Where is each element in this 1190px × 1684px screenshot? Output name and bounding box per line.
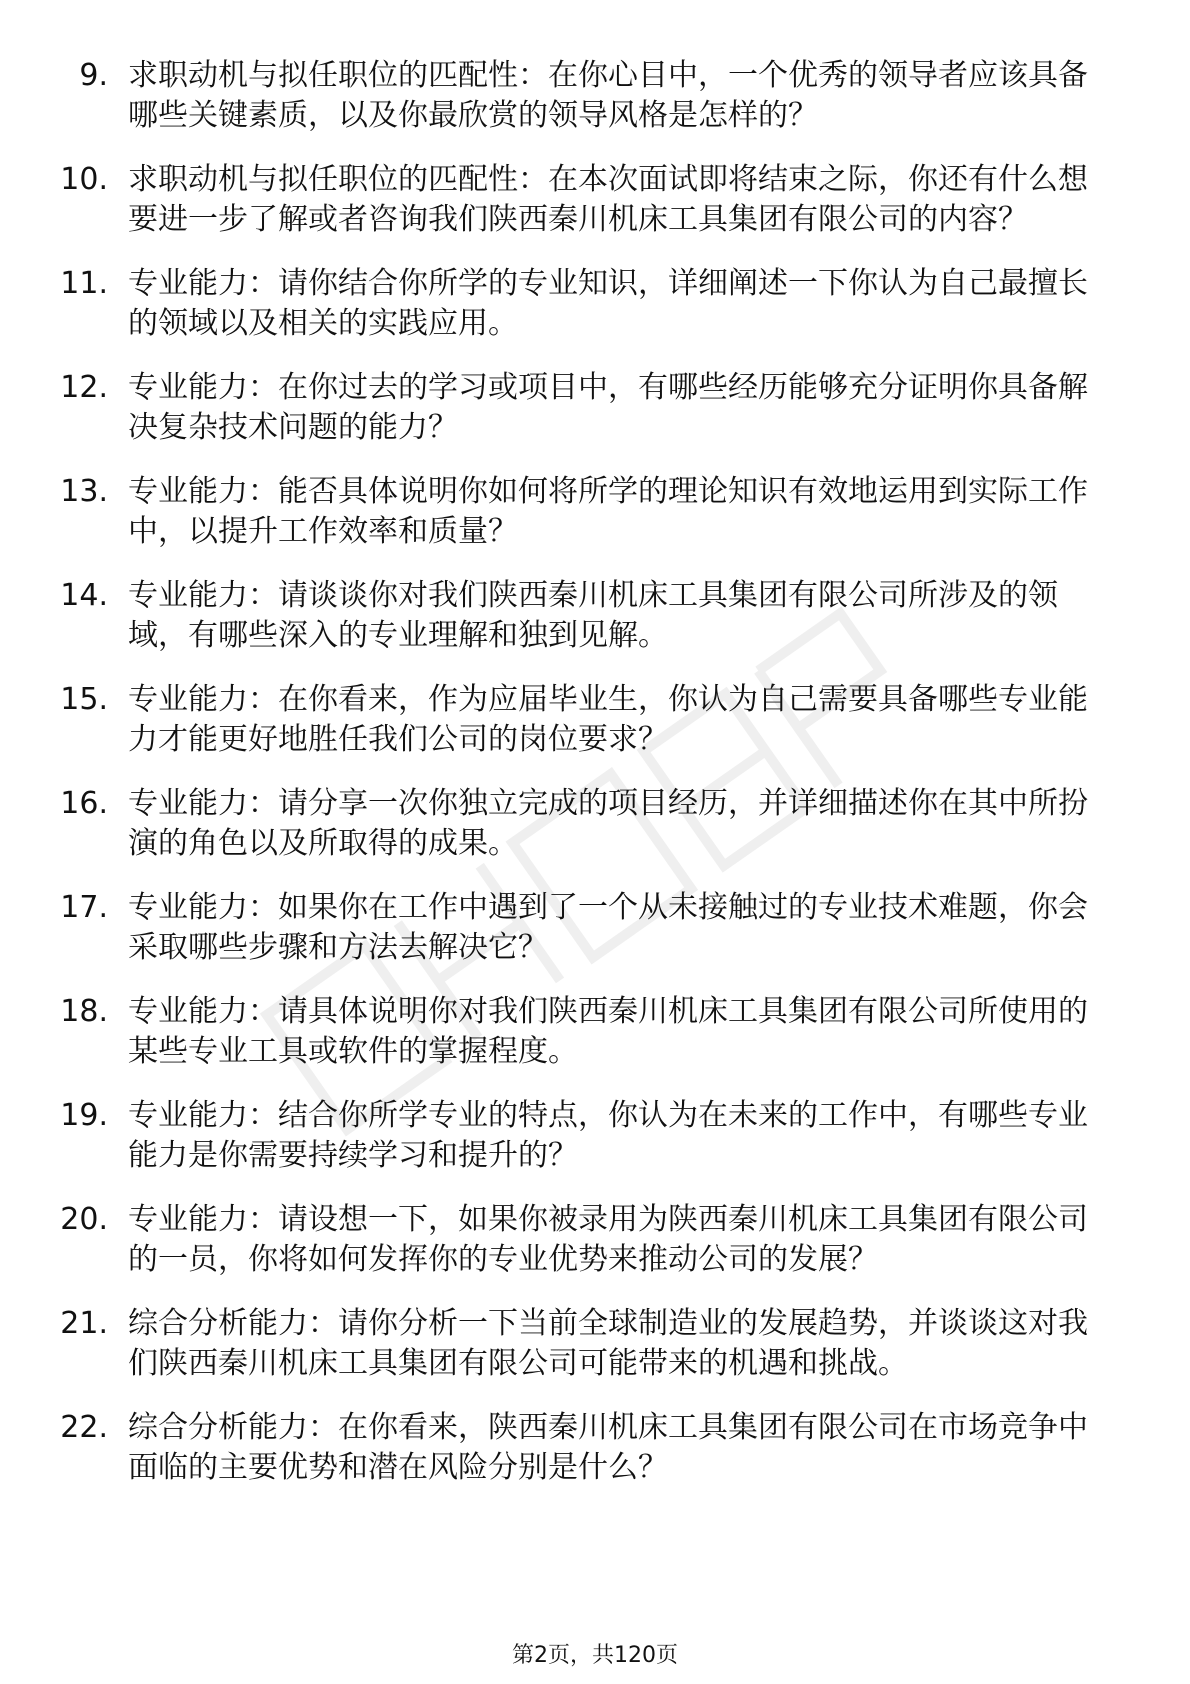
- question-item: [0, 1200, 1190, 1280]
- question-text: 专业能力：请分享一次你独立完成的项目经历，并详细描述你在其中所扮演的角色以及所取得的成果。: [128, 786, 1088, 861]
- question-text: 综合分析能力：请你分析一下当前全球制造业的发展趋势，并谈谈这对我们陕西秦川机床工具集团有限公司可能带来的机遇和挑战。: [128, 1306, 1088, 1381]
- question-text: 专业能力：请设想一下，如果你被录用为陕西秦川机床工具集团有限公司的一员，你将如何发挥你的专业优势来推动公司的发展？: [128, 1202, 1088, 1277]
- question-number: 14.: [60, 578, 108, 613]
- question-text: 专业能力：在你过去的学习或项目中，有哪些经历能够充分证明你具备解决复杂技术问题的能力？: [128, 370, 1088, 445]
- question-item: [0, 784, 1190, 864]
- question-text: 专业能力：在你看来，作为应届毕业生，你认为自己需要具备哪些专业能力才能更好地胜任我们公司的岗位要求？: [128, 682, 1088, 757]
- question-text: 专业能力：请具体说明你对我们陕西秦川机床工具集团有限公司所使用的某些专业工具或软件的掌握程度。: [128, 994, 1088, 1069]
- question-item: [0, 56, 1190, 136]
- question-item: [0, 680, 1190, 760]
- question-number: 16.: [60, 786, 108, 821]
- page-footer: 第2页，共120页: [512, 1643, 678, 1668]
- question-list: [0, 56, 1190, 1512]
- question-number: 20.: [60, 1202, 108, 1237]
- question-item: [0, 888, 1190, 968]
- question-item: [0, 576, 1190, 656]
- question-number: 19.: [60, 1098, 108, 1133]
- question-text: 综合分析能力：在你看来，陕西秦川机床工具集团有限公司在市场竞争中面临的主要优势和潜在风险分别是什么？: [128, 1410, 1088, 1485]
- question-number: 22.: [60, 1410, 108, 1445]
- question-number: 12.: [60, 370, 108, 405]
- question-item: [0, 160, 1190, 240]
- question-item: [0, 992, 1190, 1072]
- question-item: [0, 472, 1190, 552]
- question-item: [0, 1096, 1190, 1176]
- question-number: 10.: [60, 162, 108, 197]
- question-text: 求职动机与拟任职位的匹配性：在你心目中，一个优秀的领导者应该具备哪些关键素质，以及你最欣赏的领导风格是怎样的？: [128, 58, 1088, 133]
- question-number: 11.: [60, 266, 108, 301]
- question-number: 17.: [60, 890, 108, 925]
- question-text: 专业能力：请谈谈你对我们陕西秦川机床工具集团有限公司所涉及的领域，有哪些深入的专业理解和独到见解。: [128, 578, 1058, 653]
- question-text: 专业能力：能否具体说明你如何将所学的理论知识有效地运用到实际工作中，以提升工作效率和质量？: [128, 474, 1088, 549]
- question-number: 15.: [60, 682, 108, 717]
- question-text: 专业能力：结合你所学专业的特点，你认为在未来的工作中，有哪些专业能力是你需要持续学习和提升的？: [128, 1098, 1088, 1173]
- question-number: 9.: [79, 58, 108, 93]
- question-text: 求职动机与拟任职位的匹配性：在本次面试即将结束之际，你还有什么想要进一步了解或者咨询我们陕西秦川机床工具集团有限公司的内容？: [128, 162, 1088, 237]
- question-text: 专业能力：请你结合你所学的专业知识，详细阐述一下你认为自己最擅长的领域以及相关的实践应用。: [128, 266, 1088, 341]
- question-item: [0, 1304, 1190, 1384]
- question-number: 18.: [60, 994, 108, 1029]
- question-item: [0, 1408, 1190, 1488]
- question-text: 专业能力：如果你在工作中遇到了一个从未接触过的专业技术难题，你会采取哪些步骤和方法去解决它？: [128, 890, 1088, 965]
- question-item: [0, 368, 1190, 448]
- question-number: 13.: [60, 474, 108, 509]
- question-item: [0, 264, 1190, 344]
- question-number: 21.: [60, 1306, 108, 1341]
